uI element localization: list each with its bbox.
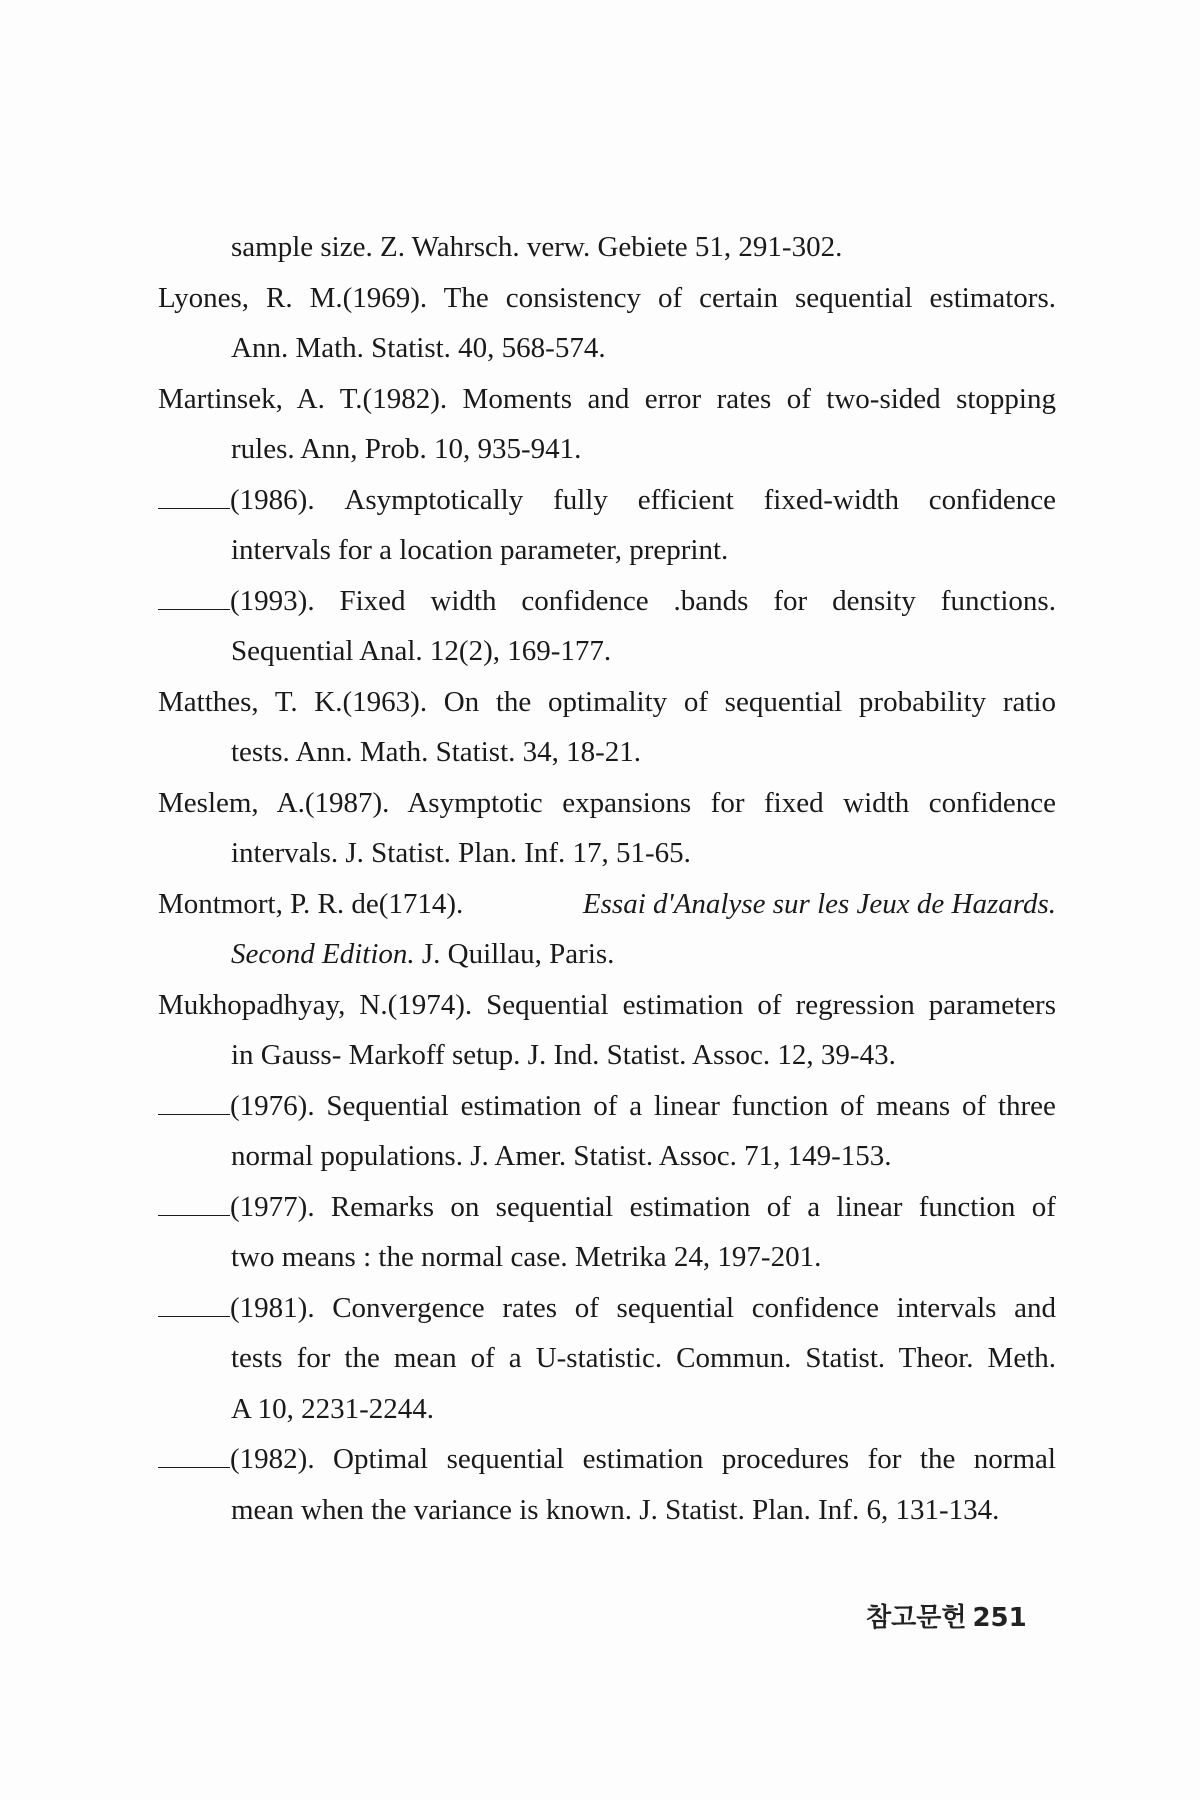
reference-entry <box>158 475 1056 526</box>
reference-word: of <box>593 1089 618 1122</box>
ditto-rule <box>158 1215 230 1216</box>
reference-text: Mukhopadhyay, N.(1974). Sequential estimation of regression parameters <box>158 988 1056 1021</box>
reference-word: and <box>1014 1291 1056 1324</box>
reference-word: Fixed <box>339 584 406 617</box>
page-number: 251 <box>972 1603 1027 1633</box>
ditto-rule <box>158 1467 230 1468</box>
reference-word: rates <box>502 1291 558 1324</box>
reference-word: the <box>919 1443 956 1475</box>
reference-word: fully <box>553 483 608 516</box>
reference-word: on <box>450 1190 480 1223</box>
reference-word: .bands <box>673 584 749 617</box>
reference-word: intervals <box>896 1291 997 1324</box>
reference-word: estimation <box>582 1443 704 1475</box>
reference-text: rules. Ann, Prob. 10, 935-941. <box>231 433 582 465</box>
reference-word: linear <box>836 1190 903 1223</box>
reference-word: density <box>832 584 916 617</box>
reference-entry <box>158 374 1056 425</box>
reference-entry <box>158 1182 1056 1233</box>
reference-word: function <box>918 1190 1016 1223</box>
reference-word: three <box>997 1089 1056 1122</box>
reference-text: intervals for a location parameter, preprint. <box>231 534 729 566</box>
reference-word: confidence <box>751 1291 879 1324</box>
reference-word: (1982). <box>230 1443 315 1475</box>
reference-text: intervals. J. Statist. Plan. Inf. 17, 51-65. <box>231 837 691 869</box>
reference-entry <box>158 576 1056 627</box>
reference-word: a <box>629 1089 643 1122</box>
reference-word: (1993). <box>230 584 315 617</box>
reference-word: Convergence <box>332 1291 485 1324</box>
reference-text <box>230 475 1056 526</box>
reference-continuation <box>158 525 1056 576</box>
reference-text: Martinsek, A. T.(1982). Moments and error rates of two-sided stopping <box>158 382 1056 415</box>
reference-word: Remarks <box>330 1190 434 1223</box>
ditto-rule <box>158 508 230 509</box>
reference-continuation <box>158 1485 1056 1536</box>
reference-word: functions. <box>940 584 1056 617</box>
reference-word: normal <box>973 1443 1056 1475</box>
reference-continuation <box>158 1384 1056 1435</box>
reference-text: Lyones, R. M.(1969). The consistency of certain sequential estimators. <box>158 281 1056 314</box>
reference-word: (1986). <box>230 483 315 516</box>
reference-word: confidence <box>521 584 649 617</box>
reference-word: of <box>961 1089 987 1122</box>
reference-text <box>230 576 1056 627</box>
reference-list <box>158 222 1056 1535</box>
reference-entry <box>158 778 1056 829</box>
reference-continuation <box>158 1333 1056 1384</box>
reference-word: of <box>574 1291 599 1324</box>
page-footer <box>866 1597 1027 1634</box>
reference-word: Asymptotically <box>344 483 524 516</box>
reference-word: for <box>773 584 808 617</box>
reference-continuation <box>158 828 1056 879</box>
reference-title: Essai d'Analyse sur les Jeux de Hazards. <box>582 887 1056 920</box>
reference-edition: Second Edition. <box>231 938 415 970</box>
reference-entry <box>158 222 1056 273</box>
reference-word: efficient <box>637 483 734 516</box>
reference-word: fixed-width <box>763 483 899 516</box>
reference-word: sequential <box>616 1291 735 1324</box>
reference-continuation <box>158 626 1056 677</box>
reference-word: (1981). <box>230 1291 315 1324</box>
reference-word: means <box>876 1089 951 1122</box>
reference-word: estimation <box>629 1190 751 1223</box>
reference-word: estimation <box>460 1089 582 1122</box>
reference-entry <box>158 1283 1056 1334</box>
reference-text: mean when the variance is known. J. Statist. Plan. Inf. 6, 131-134. <box>231 1493 1000 1526</box>
reference-text <box>230 1081 1056 1132</box>
reference-entry <box>158 273 1056 324</box>
ditto-rule <box>158 609 230 610</box>
reference-continuation <box>158 1232 1056 1283</box>
ditto-rule <box>158 1316 230 1317</box>
reference-entry <box>158 879 1056 930</box>
reference-word: a <box>807 1190 821 1223</box>
reference-word: linear <box>653 1089 720 1122</box>
reference-text: Meslem, A.(1987). Asymptotic expansions for fixed width confidence <box>158 786 1056 819</box>
reference-word: procedures <box>721 1443 850 1475</box>
reference-continuation <box>158 929 1056 980</box>
reference-text <box>230 1182 1056 1233</box>
reference-text: two means : the normal case. Metrika 24, 197-201. <box>231 1241 822 1273</box>
reference-word: for <box>867 1443 902 1475</box>
reference-text: sample size. Z. Wahrsch. verw. Gebiete 51, 291-302. <box>231 231 843 263</box>
reference-entry <box>158 677 1056 728</box>
reference-entry <box>158 980 1056 1031</box>
reference-word: (1976). <box>230 1089 315 1122</box>
reference-continuation <box>158 424 1056 475</box>
reference-publisher: J. Quillau, Paris. <box>421 938 615 970</box>
reference-word: (1977). <box>230 1190 315 1223</box>
reference-word: sequential <box>495 1190 614 1223</box>
reference-text <box>230 1434 1056 1485</box>
reference-text: in Gauss- Markoff setup. J. Ind. Statist. Assoc. 12, 39-43. <box>231 1039 896 1071</box>
reference-text: tests. Ann. Math. Statist. 34, 18-21. <box>231 736 642 768</box>
reference-word: confidence <box>928 483 1056 516</box>
reference-continuation <box>158 727 1056 778</box>
ditto-rule <box>158 1114 230 1115</box>
reference-text: Sequential Anal. 12(2), 169-177. <box>231 635 612 667</box>
reference-continuation <box>158 323 1056 374</box>
reference-word: Sequential <box>326 1089 449 1122</box>
reference-entry <box>158 1434 1056 1485</box>
reference-entry <box>158 1081 1056 1132</box>
reference-word: Optimal <box>333 1443 429 1475</box>
reference-author: Montmort, P. R. de(1714). <box>158 887 464 920</box>
reference-text: A 10, 2231-2244. <box>231 1392 434 1425</box>
reference-text: normal populations. J. Amer. Statist. Assoc. 71, 149-153. <box>231 1140 892 1172</box>
reference-text: Matthes, T. K.(1963). On the optimality of sequential probability ratio <box>158 685 1056 718</box>
reference-word: of <box>766 1190 791 1223</box>
reference-word: sequential <box>446 1443 565 1475</box>
reference-word: width <box>430 584 497 617</box>
reference-text: tests for the mean of a U-statistic. Commun. Statist. Theor. Meth. <box>231 1342 1056 1374</box>
section-label: 참고문헌 <box>866 1603 967 1633</box>
reference-word: of <box>840 1089 865 1122</box>
reference-word: function <box>731 1089 829 1122</box>
reference-continuation <box>158 1131 1056 1182</box>
reference-continuation <box>158 1030 1056 1081</box>
reference-text: Ann. Math. Statist. 40, 568-574. <box>231 332 606 364</box>
reference-text <box>230 1283 1056 1334</box>
reference-word: of <box>1031 1190 1056 1223</box>
